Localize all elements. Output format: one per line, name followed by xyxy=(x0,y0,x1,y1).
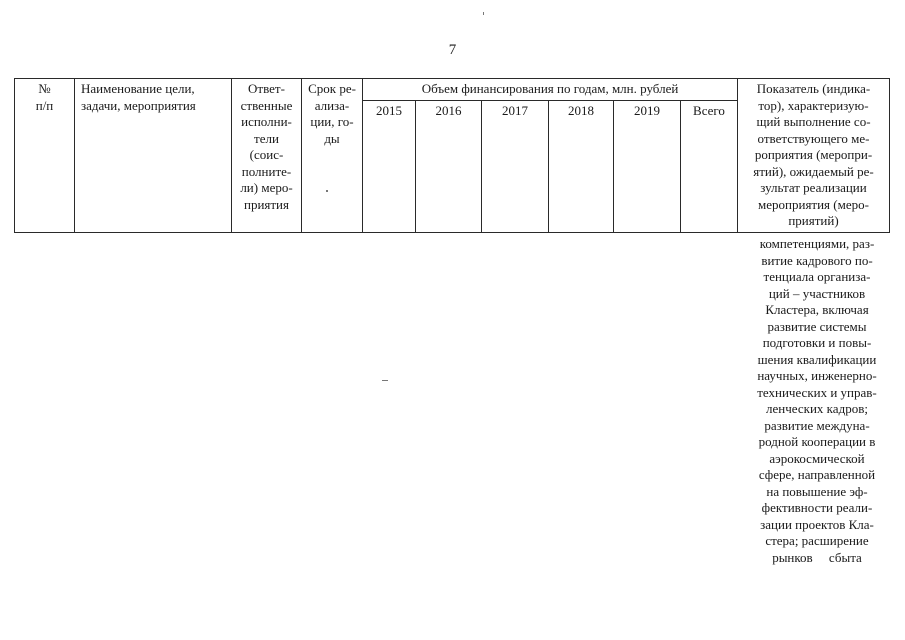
continuation-line: стера; расширение xyxy=(765,533,869,548)
continuation-line: зации проектов Кла- xyxy=(760,516,874,532)
header-indicator-line: тор), характеризую- xyxy=(758,97,869,113)
page-number: 7 xyxy=(448,42,457,58)
header-year-2015: 2015 xyxy=(363,100,416,232)
header-responsible-line: полните- xyxy=(241,163,292,179)
header-indicator-line: щий выполнение со- xyxy=(756,114,871,129)
header-name-line: Наименование цели, xyxy=(81,81,195,96)
header-year-2018: 2018 xyxy=(549,100,614,232)
scan-speck xyxy=(382,380,388,381)
header-funding: Объем финансирования по годам, млн. рублей xyxy=(363,79,738,101)
header-responsible xyxy=(232,79,302,233)
header-number-line: п/п xyxy=(35,97,54,113)
header-responsible-line: исполни- xyxy=(241,114,292,129)
continuation-line: ленческих кадров; xyxy=(766,401,868,416)
continuation-line: фективности реали- xyxy=(761,500,873,515)
scan-speck xyxy=(326,190,328,192)
header-year-2016: 2016 xyxy=(416,100,482,232)
continuation-line: рынков сбыта xyxy=(772,549,862,565)
header-indicator-line: ятий), ожидаемый ре- xyxy=(753,163,874,179)
header-responsible-line: приятия xyxy=(243,196,289,212)
continuation-line: технических и управ- xyxy=(757,384,877,400)
continuation-line: научных, инженерно- xyxy=(757,368,877,383)
continuation-line: Кластера, включая xyxy=(765,302,869,317)
header-term-line: ализа- xyxy=(314,97,350,113)
header-term-line: Срок ре- xyxy=(308,81,356,96)
continuation-line: развитие междуна- xyxy=(764,417,870,433)
header-indicator-line: зультат реализации xyxy=(760,180,867,195)
continuation-line: на повышение эф- xyxy=(766,483,868,499)
header-year-2017: 2017 xyxy=(482,100,549,232)
header-name xyxy=(75,79,232,233)
header-year-total: Всего xyxy=(681,100,738,232)
header-indicator-line: ответствующего ме- xyxy=(757,130,870,146)
header-responsible-line: (соис- xyxy=(249,147,284,162)
continuation-line: тенциала организа- xyxy=(763,269,871,284)
continuation-line: аэрокосмической xyxy=(769,450,865,466)
scan-speck xyxy=(483,12,484,15)
header-term-line: ды xyxy=(324,130,340,146)
continuation-line: подготовки и повы- xyxy=(762,335,872,350)
header-term xyxy=(302,79,363,233)
continuation-line: витие кадрового по- xyxy=(761,252,873,268)
header-responsible-line: ственные xyxy=(240,97,293,113)
header-number-line: № xyxy=(38,81,51,96)
header-year-2019: 2019 xyxy=(614,100,681,232)
continuation-line: ций – участников xyxy=(768,285,866,301)
header-term-line: ции, го- xyxy=(310,114,354,129)
continuation-line: родной кооперации в xyxy=(758,434,876,449)
header-responsible-line: Ответ- xyxy=(248,81,285,96)
header-indicator-line: роприятия (меропри- xyxy=(754,147,873,162)
continuation-line: развитие системы xyxy=(767,318,867,334)
continuation-line: сфере, направленной xyxy=(758,467,876,482)
header-name-line: задачи, мероприятия xyxy=(81,97,196,113)
header-indicator xyxy=(738,79,890,233)
header-indicator-line: мероприятия (меро- xyxy=(758,196,869,212)
header-responsible-line: тели xyxy=(254,130,279,146)
header-number xyxy=(15,79,75,233)
header-indicator-line: приятий) xyxy=(788,213,839,228)
header-indicator-line: Показатель (индика- xyxy=(756,81,871,96)
program-table xyxy=(14,78,890,233)
header-responsible-line: ли) меро- xyxy=(240,180,293,195)
continuation-line: шения квалификации xyxy=(757,351,877,367)
continuation-line: компетенциями, раз- xyxy=(759,236,875,251)
indicator-continuation xyxy=(742,236,892,566)
